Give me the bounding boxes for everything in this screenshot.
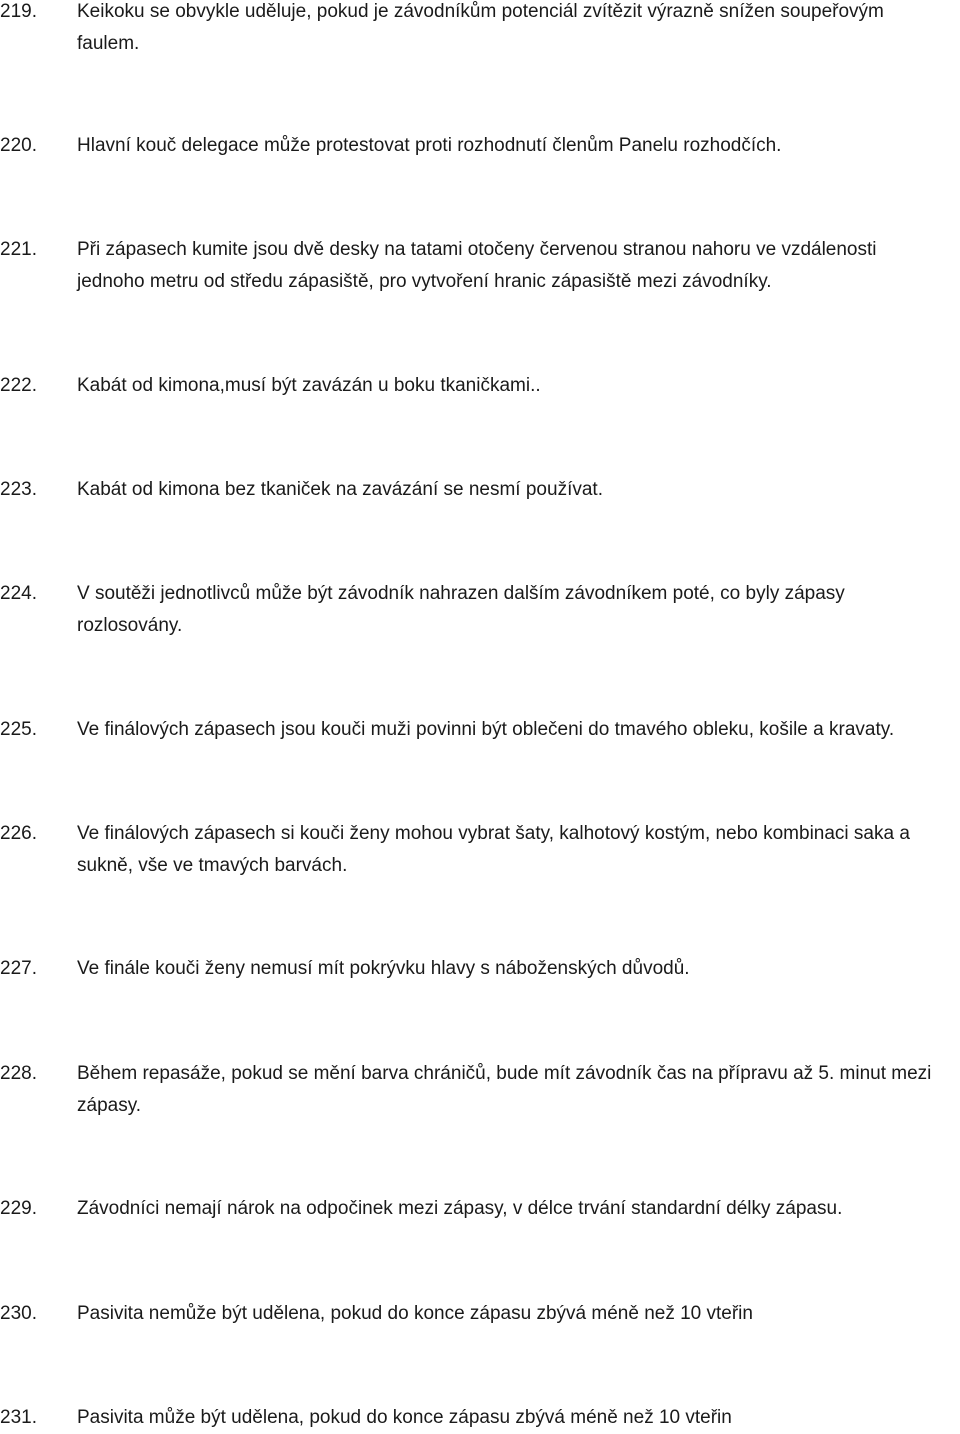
rule-text-line: Pasivita nemůže být udělena, pokud do konce zápasu zbývá méně než 10 vteřin xyxy=(77,1303,753,1324)
rule-text xyxy=(77,1298,960,1330)
rule-text xyxy=(77,1193,960,1225)
rule-number: 229. xyxy=(0,1198,37,1219)
rule-number: 231. xyxy=(0,1407,37,1428)
rule-text xyxy=(77,714,960,746)
rule-number: 224. xyxy=(0,583,37,604)
rule-text-line: V soutěži jednotlivců může být závodník nahrazen dalším závodníkem poté, co byly zápasy xyxy=(77,583,845,604)
rule-text xyxy=(77,130,960,162)
rule-text-line: Kabát od kimona bez tkaniček na zavázání se nesmí používat. xyxy=(77,479,603,500)
rule-number: 225. xyxy=(0,719,37,740)
rule-text-line: faulem. xyxy=(77,33,140,54)
rule-number: 227. xyxy=(0,958,37,979)
rule-text xyxy=(77,0,960,60)
rule-text-line: rozlosovány. xyxy=(77,615,183,636)
rule-number: 226. xyxy=(0,823,37,844)
rule-text-line: Keikoku se obvykle uděluje, pokud je závodníkům potenciál zvítězit výrazně snížen soupeřovým xyxy=(77,1,884,22)
rule-text-line: Ve finálových zápasech jsou kouči muži povinni být oblečeni do tmavého obleku, košile a kravaty. xyxy=(77,719,895,740)
rule-text-line: jednoho metru od středu zápasiště, pro vytvoření hranic zápasiště mezi závodníky. xyxy=(77,271,772,292)
rule-text-line: Kabát od kimona,musí být zavázán u boku tkaničkami.. xyxy=(77,375,541,396)
rule-text xyxy=(77,1402,960,1434)
rule-number: 219. xyxy=(0,1,37,22)
rule-number: 221. xyxy=(0,239,37,260)
rule-number: 222. xyxy=(0,375,37,396)
rule-text-line: Pasivita může být udělena, pokud do konce zápasu zbývá méně než 10 vteřin xyxy=(77,1407,732,1428)
rule-text xyxy=(77,474,960,506)
rule-text-line: zápasy. xyxy=(77,1095,142,1116)
rule-number: 223. xyxy=(0,479,37,500)
rule-text-line: Během repasáže, pokud se mění barva chráničů, bude mít závodník čas na přípravu až 5. minut mezi xyxy=(77,1063,932,1084)
rule-text-line: Závodníci nemají nárok na odpočinek mezi zápasy, v délce trvání standardní délky zápasu. xyxy=(77,1198,843,1219)
rule-text-line: sukně, vše ve tmavých barvách. xyxy=(77,855,348,876)
rule-text xyxy=(77,370,960,402)
rule-text xyxy=(77,1058,960,1122)
rule-text xyxy=(77,234,960,298)
rule-text xyxy=(77,818,960,882)
rule-text-line: Ve finále kouči ženy nemusí mít pokrývku hlavy s náboženských důvodů. xyxy=(77,958,690,979)
rule-text-line: Při zápasech kumite jsou dvě desky na tatami otočeny červenou stranou nahoru ve vzdálenosti xyxy=(77,239,877,260)
rule-text-line: Hlavní kouč delegace může protestovat proti rozhodnutí členům Panelu rozhodčích. xyxy=(77,135,782,156)
rule-number: 230. xyxy=(0,1303,37,1324)
rule-text-line: Ve finálových zápasech si kouči ženy mohou vybrat šaty, kalhotový kostým, nebo kombinaci saka a xyxy=(77,823,910,844)
rule-number: 220. xyxy=(0,135,37,156)
rule-text xyxy=(77,953,960,985)
rule-number: 228. xyxy=(0,1063,37,1084)
rule-text xyxy=(77,578,960,642)
